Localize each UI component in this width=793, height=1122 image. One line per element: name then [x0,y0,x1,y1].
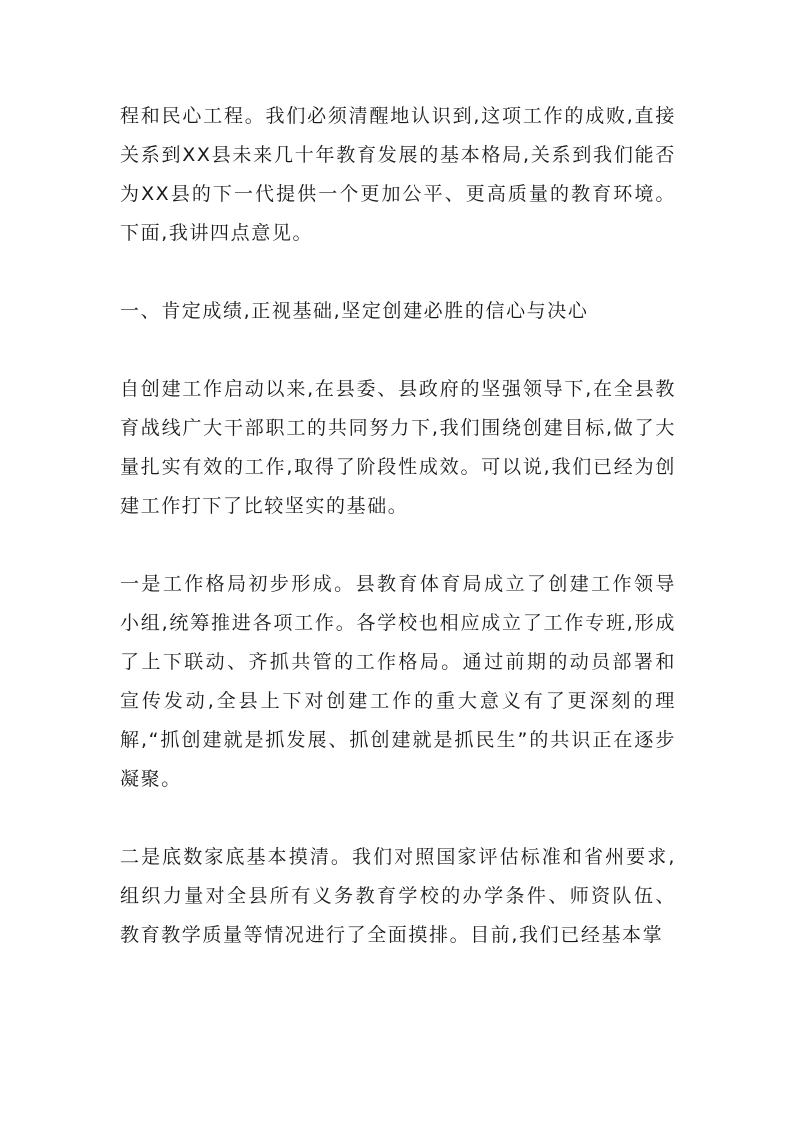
document-body [120,97,676,994]
section-heading-1: 一、肯定成绩,正视基础,坚定创建必胜的信心与决心 [120,300,589,322]
paragraph-achievements: 自创建工作启动以来,在县委、县政府的坚强领导下,在全县教育战线广大干部职工的共同努力下,我们围绕创建目标,做了大量扎实有效的工作,取得了阶段性成效。可以说,我们已经为创建工作打下了比较坚实的基础。 [120,378,676,517]
paragraph-point-two: 二是底数家底基本摸清。我们对照国家评估标准和省州要求,组织力量对全县所有义务教育学校的办学条件、师资队伍、教育教学质量等情况进行了全面摸排。目前,我们已经基本掌 [120,846,676,946]
paragraph-point-one: 一是工作格局初步形成。县教育体育局成立了创建工作领导小组,统筹推进各项工作。各学校也相应成立了工作专班,形成了上下联动、齐抓共管的工作格局。通过前期的动员部署和宣传发动,全县上下对创建工作的重大意义有了更深刻的理解,“抓创建就是抓发展、抓创建就是抓民生”的共识正在逐步凝聚。 [120,573,676,790]
paragraph-intro-continuation: 程和民心工程。我们必须清醒地认识到,这项工作的成败,直接关系到XX县未来几十年教育发展的基本格局,关系到我们能否为XX县的下一代提供一个更加公平、更高质量的教育环境。下面,我讲四点意见。 [120,105,676,244]
